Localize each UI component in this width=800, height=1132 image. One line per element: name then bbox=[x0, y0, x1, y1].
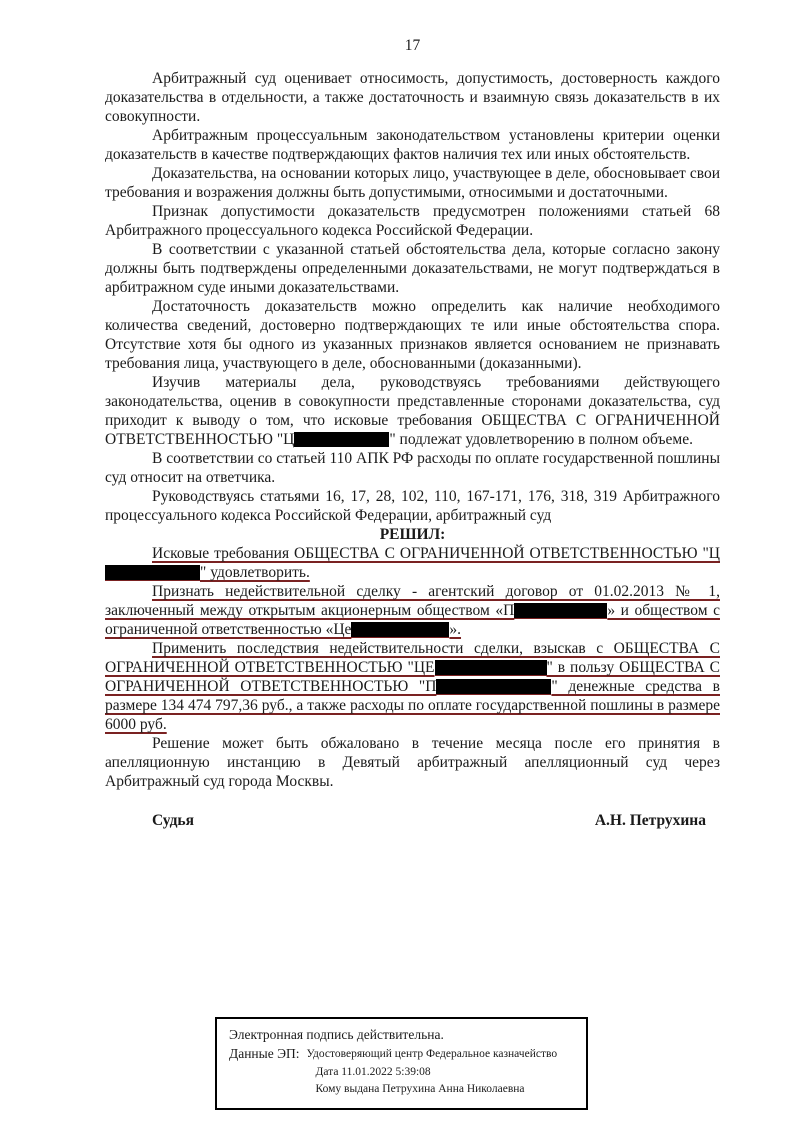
redaction-box bbox=[514, 603, 607, 619]
text-run: В соответствии с указанной статьей обстоятельства дела, которые согласно закону должны быть подтверждены определенными доказательствами, не могут подтверждаться в арбитражном суде иными доказательствами. bbox=[105, 241, 720, 296]
text-run: Признать недействительной сделку - агентский договор от 01.02.2013 № 1, заключенный между открытым акционерным обществом «П bbox=[105, 583, 720, 619]
resolution-item-invalidate bbox=[105, 582, 720, 639]
paragraph-state-duty bbox=[105, 449, 720, 487]
text-run: Арбитражным процессуальным законодательством установлены критерии оценки доказательств в качестве подтверждающих фактов наличия тех или иных обстоятельств. bbox=[105, 127, 720, 163]
text-run: В соответствии со статьей 110 АПК РФ расходы по оплате государственной пошлины суд относит на ответчика. bbox=[105, 450, 720, 486]
paragraph-appeal bbox=[105, 734, 720, 791]
paragraph-admissibility bbox=[105, 164, 720, 202]
text-run: РЕШИЛ: bbox=[379, 526, 446, 543]
stamp-data-row bbox=[229, 1046, 574, 1099]
text-run: ». bbox=[449, 621, 462, 638]
page-number: 17 bbox=[404, 37, 421, 54]
resolution-item-satisfy bbox=[105, 544, 720, 582]
text-run: " денежные средства в размере 134 474 797,36 руб., а также расходы по оплате государственной пошлины в размере 6000 руб. bbox=[105, 678, 720, 733]
signature-row bbox=[105, 812, 720, 830]
text-run: Изучив материалы дела, руководствуясь требованиями действующего законодательства, оценив в совокупности представленные сторонами доказательства, суд приходит к выводу о том, что исковые требования ОБЩЕСТВА С ОГРАНИЧЕННОЙ ОТВЕТСТВЕННОСТЬЮ "Ц bbox=[105, 374, 720, 448]
text-run: " подлежат удовлетворению в полном объеме. bbox=[389, 431, 693, 448]
esignature-stamp bbox=[215, 1017, 588, 1110]
text-run: Арбитражный суд оценивает относимость, допустимость, достоверность каждого доказательства в отдельности, а также достаточность и взаимную связь доказательств в их совокупности. bbox=[105, 70, 720, 125]
stamp-certification-authority: Удостоверяющий центр Федеральное казначейство bbox=[306, 1048, 558, 1060]
resolution-item-consequences bbox=[105, 639, 720, 734]
document-body bbox=[105, 69, 720, 791]
paragraph-specified-article bbox=[105, 240, 720, 297]
redaction-box bbox=[105, 565, 200, 581]
paragraph-conclusion bbox=[105, 373, 720, 449]
stamp-issued-to: Кому выдана Петрухина Анна Николаевна bbox=[315, 1083, 525, 1095]
redaction-box bbox=[294, 432, 389, 447]
stamp-data-label: Данные ЭП: bbox=[229, 1046, 300, 1061]
redaction-box bbox=[436, 679, 551, 695]
paragraph-article-68 bbox=[105, 202, 720, 240]
judge-name: А.Н. Петрухина bbox=[594, 812, 706, 829]
resolution-heading bbox=[105, 525, 720, 544]
stamp-data-values bbox=[307, 1046, 558, 1099]
text-run: Признак допустимости доказательств предусмотрен положениями статьей 68 Арбитражного процессуального кодекса Российской Федерации. bbox=[105, 203, 720, 239]
redaction-box bbox=[435, 660, 547, 676]
paragraph-evidence-evaluation bbox=[105, 69, 720, 126]
stamp-valid-text: Электронная подпись действительна. bbox=[229, 1027, 444, 1042]
paragraph-criteria bbox=[105, 126, 720, 164]
stamp-date: Дата 11.01.2022 5:39:08 bbox=[315, 1065, 431, 1078]
text-run: Решение может быть обжаловано в течение месяца после его принятия в апелляционную инстанцию в Девятый арбитражный апелляционный суд через Арбитражный суд города Москвы. bbox=[105, 735, 720, 790]
text-run: Применить последствия недействительности сделки, взыскав с ОБЩЕСТВА С ОГРАНИЧЕННОЙ ОТВЕТСТВЕННОСТЬЮ "ЦЕ bbox=[105, 640, 720, 676]
text-run: Достаточность доказательств можно определить как наличие необходимого количества сведений, достоверно подтверждающих те или иные обстоятельства спора. Отсутствие хотя бы одного из указанных признаков является основанием не признавать требования лица, участвующего в деле, обоснованными (доказанными). bbox=[105, 298, 720, 372]
text-run: Исковые требования ОБЩЕСТВА С ОГРАНИЧЕННОЙ ОТВЕТСТВЕННОСТЬЮ "Ц bbox=[152, 545, 720, 562]
text-run: " в пользу ОБЩЕСТВА С ОГРАНИЧЕННОЙ ОТВЕТСТВЕННОСТЬЮ "П bbox=[105, 659, 720, 695]
text-run: Руководствуясь статьями 16, 17, 28, 102, 110, 167-171, 176, 318, 319 Арбитражного процессуального кодекса Российской Федерации, арбитражный суд bbox=[105, 488, 720, 524]
text-run: " удовлетворить. bbox=[200, 564, 310, 581]
paragraph-guided-by bbox=[105, 487, 720, 525]
text-run: » и обществом с ограниченной ответственностью «Це bbox=[105, 602, 720, 638]
redaction-box bbox=[351, 622, 449, 638]
judge-label: Судья bbox=[152, 812, 195, 829]
text-run: Доказательства, на основании которых лицо, участвующее в деле, обосновывает свои требования и возражения должны быть допустимыми, относимыми и достаточными. bbox=[105, 165, 720, 201]
paragraph-sufficiency bbox=[105, 297, 720, 373]
